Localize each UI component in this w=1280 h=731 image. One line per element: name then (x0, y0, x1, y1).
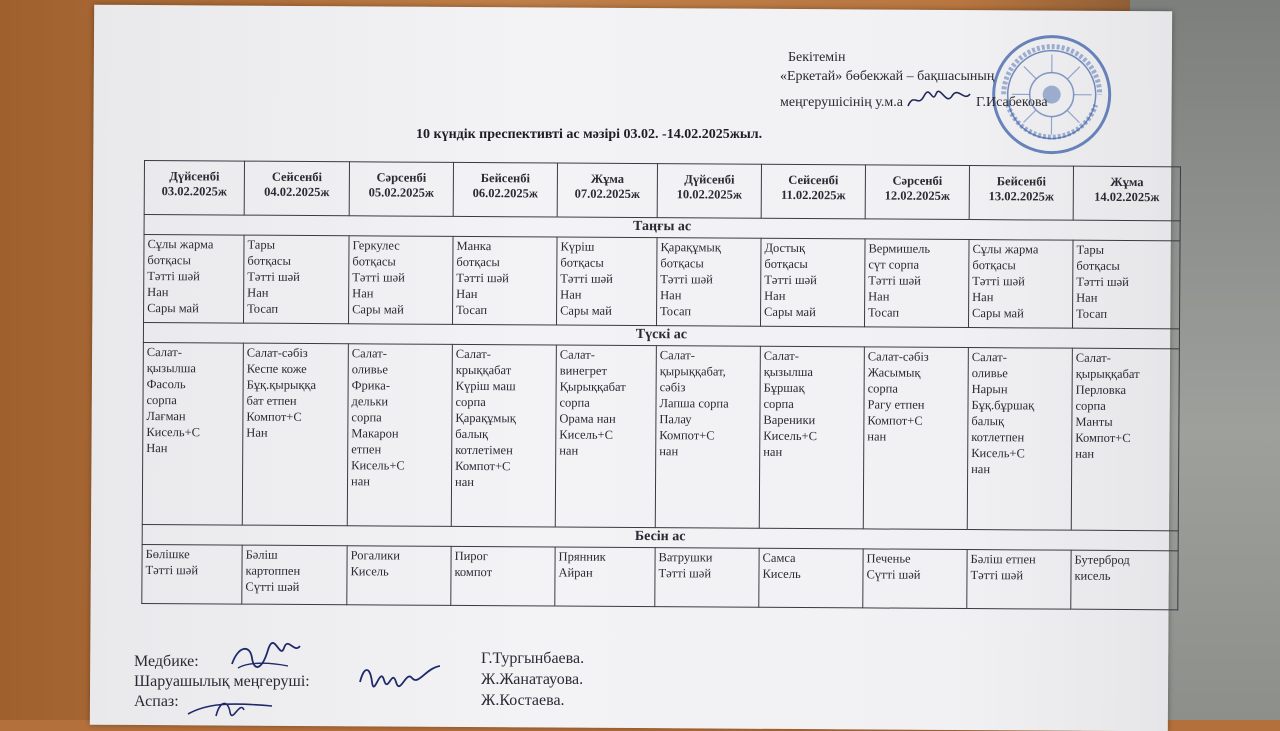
day-name: Бейсенбі (457, 171, 554, 187)
dish-line: крыққабат (456, 362, 553, 379)
dish-line: Манты (1075, 414, 1175, 431)
medic-signature-icon (228, 640, 304, 674)
dish-line: Жасымық (868, 365, 965, 382)
dish-line: Кисель (350, 564, 447, 581)
day-name: Сейсенбі (765, 173, 862, 189)
day-date: 11.02.2025ж (765, 188, 862, 204)
meal-cell (144, 235, 245, 324)
meal-cell (242, 545, 347, 604)
dish-line: Лағман (146, 408, 239, 425)
meal-cell (555, 345, 656, 528)
meal-cell (242, 343, 348, 526)
dish-line: Печенье (867, 551, 964, 568)
dish-line: Тосап (456, 302, 553, 319)
signature-role: Аспаз: (134, 692, 310, 712)
meal-cell (347, 546, 451, 605)
dish-line: Пирог (455, 548, 552, 565)
dish-line: Нан (247, 285, 345, 302)
dish-line: компот (454, 564, 551, 581)
dish-line: Қарақұмық (660, 240, 757, 257)
dish-line: Фасоль (147, 376, 240, 393)
dish-line: ботқасы (764, 256, 861, 273)
dish-line: Бутерброд (1075, 552, 1175, 569)
meal-cell (349, 236, 454, 325)
dish-line: Тосап (247, 301, 345, 318)
approval-line-1: Бекітемін (780, 48, 1048, 67)
dish-line: қырыққабат, (660, 363, 757, 380)
signature-name: Г.Тургынбаева. (481, 648, 584, 669)
dish-line: Нарын (972, 381, 1069, 398)
dish-line: нан (1075, 446, 1175, 463)
dish-line: Рогалики (351, 548, 448, 565)
dish-line: Тары (1076, 242, 1176, 259)
dish-line: балық (971, 413, 1068, 430)
meal-cell (656, 238, 761, 327)
dish-line: нан (659, 443, 756, 460)
dish-line: Компот+С (1075, 430, 1175, 447)
meal-cell (967, 550, 1071, 609)
day-name: Сәрсенбі (869, 173, 966, 189)
approval-line-2: «Еркетай» бөбекжай – бақшасының (780, 67, 1048, 86)
dish-line: Компот+С (659, 427, 756, 444)
day-date: 10.02.2025ж (661, 187, 758, 203)
dish-line: сорпа (146, 392, 239, 409)
dish-line: котлетпен (971, 429, 1068, 446)
dish-line: Тәтті шәй (970, 567, 1067, 584)
dish-line: Тәтті шәй (147, 268, 240, 285)
dish-line: Кисель (762, 566, 859, 583)
meal-row (142, 343, 1179, 532)
signature-name: Ж.Жанатауова. (481, 669, 584, 690)
dish-line: балық (455, 426, 552, 443)
dish-line: нан (867, 429, 964, 446)
dish-line: нан (763, 444, 860, 461)
dish-line: Нан (246, 425, 344, 442)
dish-line: Тәтті шәй (658, 565, 755, 582)
approval-position: меңгерушісінің у.м.а (780, 95, 903, 110)
dish-line: Кисель+С (559, 427, 652, 444)
dish-line: Кисель+С (971, 445, 1068, 462)
dish-line: дельки (351, 393, 448, 410)
director-signature-icon (906, 90, 972, 110)
section-title: Түскі ас (143, 323, 1179, 349)
dish-line: Тәтті шәй (1076, 274, 1176, 291)
meal-cell (1072, 241, 1180, 330)
dish-line: сорпа (763, 396, 860, 413)
meal-cell (655, 346, 760, 529)
signature-role: Медбике: (134, 652, 310, 672)
dish-line: Салат-сәбіз (868, 349, 965, 366)
dish-line: сәбіз (660, 379, 757, 396)
meal-cell (451, 547, 555, 606)
meal-cell (864, 239, 969, 328)
dish-line: Перловка (1076, 382, 1176, 399)
dish-line: Тәтті шәй (972, 273, 1069, 290)
dish-line: Фрика- (352, 377, 449, 394)
meal-cell (452, 237, 557, 326)
dish-line: Манка (456, 238, 553, 255)
dish-line: Тосап (868, 305, 965, 322)
meal-cell (1071, 348, 1179, 531)
dish-line: нан (559, 443, 652, 460)
day-name: Дүйсенбі (661, 172, 758, 188)
dish-line: Тәтті шәй (868, 273, 965, 290)
dish-line: ботқасы (147, 252, 240, 269)
dish-line: Компот+С (246, 409, 344, 426)
dish-line: Нан (147, 284, 240, 301)
dish-line: Сары май (560, 303, 653, 320)
dish-line: Салат- (972, 349, 1069, 366)
dish-line: Салат- (1076, 350, 1176, 367)
meal-cell (967, 348, 1072, 531)
day-date: 03.02.2025ж (148, 184, 241, 200)
signature-names (481, 648, 584, 711)
dish-line: Тәтті шәй (660, 271, 757, 288)
dish-line: Компот+С (455, 458, 552, 475)
dish-line: Прянник (559, 549, 652, 566)
meal-cell (556, 237, 657, 326)
manager-signature-icon (356, 660, 444, 690)
day-name: Жұма (561, 172, 654, 188)
dish-line: оливье (352, 361, 449, 378)
dish-line: Сүтті шәй (245, 579, 343, 596)
approval-name: Г.Исабекова (976, 95, 1048, 110)
dish-line: Ватрушки (659, 549, 756, 566)
day-date: 14.02.2025ж (1077, 190, 1177, 206)
dish-line: ботқасы (456, 254, 553, 271)
dish-line: Сұлы жарма (147, 236, 240, 253)
dish-line: Нан (560, 287, 653, 304)
dish-line: нан (351, 473, 448, 490)
dish-line: Нан (764, 288, 861, 305)
meal-row (142, 545, 1178, 610)
approval-line-3 (780, 86, 1048, 112)
dish-line: ботқасы (560, 255, 653, 272)
dish-line: Сары май (764, 304, 861, 321)
meal-cell (142, 545, 242, 604)
header-row (144, 161, 1180, 222)
dish-line: Палау (659, 411, 756, 428)
dish-line: Бұқ.қырыққа (247, 377, 345, 394)
dish-line: Нан (456, 286, 553, 303)
dish-line: Тосап (660, 303, 757, 320)
meal-cell (759, 549, 863, 608)
meal-cell (347, 344, 452, 527)
day-header (865, 165, 969, 220)
meal-cell (759, 346, 864, 529)
day-header (1073, 166, 1180, 221)
dish-line: Тосап (1076, 306, 1176, 323)
dish-line: етпен (351, 441, 448, 458)
dish-line: Бәліш (246, 547, 344, 564)
dish-line: Салат- (560, 347, 653, 364)
menu-table (141, 160, 1181, 610)
meal-cell (968, 240, 1073, 329)
dish-line: Нан (146, 440, 239, 457)
dish-line: Тәтті шәй (560, 271, 653, 288)
dish-line: Бәліш етпен (971, 551, 1068, 568)
meal-cell (451, 345, 556, 528)
dish-line: Нан (868, 289, 965, 306)
day-header (244, 161, 349, 216)
dish-line: Салат- (456, 346, 553, 363)
meal-cell (555, 547, 655, 606)
dish-line: оливье (972, 365, 1069, 382)
day-name: Сәрсенбі (353, 170, 450, 186)
dish-line: Лапша сорпа (659, 395, 756, 412)
dish-line: Бұқ.бұршақ (971, 397, 1068, 414)
dish-line: картоппен (245, 563, 343, 580)
page-title: 10 күндік преспективті ас мәзірі 03.02. -14.02.2025жыл. (416, 127, 762, 143)
dish-line: Салат- (352, 345, 449, 362)
dish-line: котлетімен (455, 442, 552, 459)
dish-line: Кисель+С (351, 457, 448, 474)
dish-line: Қарақұмық (455, 410, 552, 427)
section-title: Бесін ас (142, 525, 1178, 551)
day-date: 06.02.2025ж (457, 186, 554, 202)
dish-line: Тәтті шәй (352, 270, 449, 287)
dish-line: Вареники (763, 412, 860, 429)
cook-signature-icon (186, 696, 276, 720)
dish-line: сорпа (559, 395, 652, 412)
dish-line: ботқасы (247, 253, 345, 270)
dish-line: Тәтті шәй (456, 270, 553, 287)
dish-line: ботқасы (972, 257, 1069, 274)
dish-line: кисель (1074, 568, 1174, 585)
day-header (349, 162, 453, 217)
dish-line: Сары май (147, 300, 240, 317)
dish-line: Күріш маш (456, 378, 553, 395)
dish-line: Сұлы жарма (972, 241, 1069, 258)
dish-line: сүт сорпа (868, 257, 965, 274)
dish-line: Кисель+С (146, 424, 239, 441)
dish-line: ботқасы (1076, 258, 1176, 275)
dish-line: Макарон (351, 425, 448, 442)
dish-line: ботқасы (352, 254, 449, 271)
dish-line: Салат- (764, 348, 861, 365)
meal-cell (142, 343, 243, 526)
meal-row (144, 235, 1181, 329)
dish-line: Орама нан (559, 411, 652, 428)
dish-line: қырыққабат (1076, 366, 1176, 383)
dish-line: Вермишель (868, 241, 965, 258)
section-title: Таңғы ас (144, 215, 1180, 241)
dish-line: сорпа (455, 394, 552, 411)
dish-line: Сары май (352, 302, 449, 319)
dish-line: Бөлішке (146, 546, 239, 563)
dish-line: Нан (352, 286, 449, 303)
day-date: 05.02.2025ж (353, 185, 450, 201)
dish-line: Айран (558, 565, 651, 582)
dish-line: Салат- (147, 344, 240, 361)
dish-line: Кеспе коже (247, 361, 345, 378)
day-header (557, 163, 657, 218)
dish-line: Нан (1076, 290, 1176, 307)
dish-line: Салат-сәбіз (247, 345, 345, 362)
day-header (144, 161, 244, 216)
dish-line: Тәтті шәй (247, 269, 345, 286)
dish-line: Қырыққабат (560, 379, 653, 396)
meal-cell (1071, 550, 1178, 609)
day-name: Сейсенбі (248, 170, 346, 186)
dish-line: Кисель+С (763, 428, 860, 445)
day-header (969, 166, 1073, 221)
dish-line: Бұршақ (764, 380, 861, 397)
day-date: 07.02.2025ж (561, 187, 654, 203)
meal-cell (863, 347, 968, 530)
dish-line: Салат- (660, 347, 757, 364)
day-name: Дүйсенбі (148, 169, 241, 185)
meal-cell (863, 549, 967, 608)
dish-line: нан (971, 461, 1068, 478)
approval-block (780, 48, 1048, 112)
day-name: Бейсенбі (973, 174, 1070, 190)
meal-cell (655, 548, 759, 607)
dish-line: Тәтті шәй (145, 562, 238, 579)
meal-cell (244, 235, 350, 324)
dish-line: сорпа (351, 409, 448, 426)
dish-line: Күріш (560, 239, 653, 256)
dish-line: қызылша (147, 360, 240, 377)
day-header (657, 164, 761, 219)
day-date: 04.02.2025ж (248, 185, 346, 201)
dish-line: сорпа (1075, 398, 1175, 415)
dish-line: Тәтті шәй (764, 272, 861, 289)
day-header (453, 162, 557, 217)
dish-line: ботқасы (660, 256, 757, 273)
meal-cell (760, 239, 865, 328)
dish-line: Нан (972, 289, 1069, 306)
dish-line: Сары май (972, 305, 1069, 322)
signature-name: Ж.Костаева. (481, 690, 584, 711)
dish-line: винегрет (560, 363, 653, 380)
dish-line: Самса (763, 550, 860, 567)
dish-line: Компот+С (867, 413, 964, 430)
signature-role: Шаруашылық меңгеруші: (134, 672, 310, 692)
dish-line: Достық (764, 240, 861, 257)
dish-line: Геркулес (352, 238, 449, 255)
day-date: 12.02.2025ж (869, 188, 966, 204)
dish-line: қызылша (764, 364, 861, 381)
dish-line: Нан (660, 287, 757, 304)
day-date: 13.02.2025ж (973, 189, 1070, 205)
dish-line: Тары (247, 237, 345, 254)
day-name: Жұма (1077, 175, 1177, 191)
dish-line: Сүтті шәй (866, 567, 963, 584)
dish-line: сорпа (868, 381, 965, 398)
dish-line: Рагу етпен (867, 397, 964, 414)
dish-line: нан (455, 474, 552, 491)
dish-line: бат етпен (246, 393, 344, 410)
day-header (761, 164, 865, 219)
